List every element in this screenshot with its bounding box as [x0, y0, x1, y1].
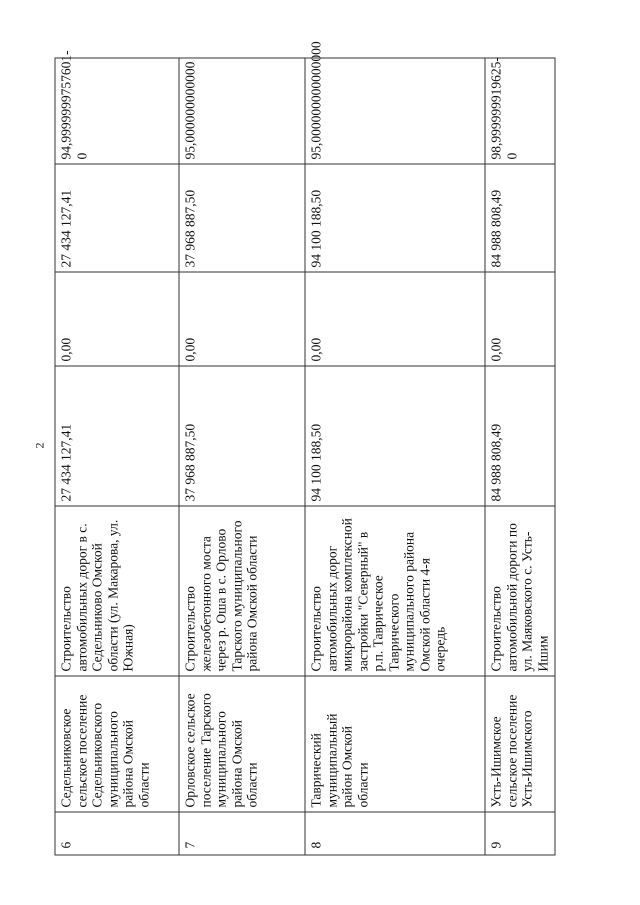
subsidy-amount: 94 100 188,50 [305, 164, 485, 272]
row-number: 9 [485, 812, 555, 855]
object-description: Строительство автомобильных дорог в с. Седельниково Омской области (ул. Макарова, ул. Южная) [55, 506, 179, 676]
zero-amount: 0,00 [55, 272, 179, 366]
municipal-entity: Таврический муниципальный район Омской области [305, 676, 485, 812]
zero-amount: 0,00 [485, 272, 555, 366]
table-row [485, 58, 555, 855]
rotated-table-container [54, 40, 554, 855]
subsidy-amount: 84 988 808,49 [485, 164, 555, 272]
row-number: 8 [305, 812, 485, 855]
municipal-entity: Седельниковское сельское поселение Седельниковского муниципального района Омской области [55, 676, 179, 812]
object-description: Строительство железобетонного моста через р. Оша в с. Орлово Тарского муниципального района Омской области [179, 506, 305, 676]
total-amount: 94 100 188,50 [305, 366, 485, 506]
percent-value: 98,9999999196250 [485, 58, 555, 164]
table-frame [54, 40, 554, 855]
subsidy-amount: 27 434 127,41 [55, 164, 179, 272]
percent-value: 95,000000000000 [179, 58, 305, 164]
total-amount: 37 968 887,50 [179, 366, 305, 506]
table-row [305, 58, 485, 855]
table-row [55, 58, 179, 855]
zero-amount: 0,00 [179, 272, 305, 366]
row-number: 6 [55, 812, 179, 855]
zero-amount: 0,00 [305, 272, 485, 366]
municipal-entity: Усть-Ишимское сельское поселение Усть-Ишимского [485, 676, 555, 812]
subsidy-amount: 37 968 887,50 [179, 164, 305, 272]
funding-table [54, 40, 555, 855]
object-description: Строительство автомобильной дороги по ул. Маяковского с. Усть-Ишим [485, 506, 555, 676]
object-description: Строительство автомобильных дорог микрорайона комплексной застройки "Северный" в р.п. Таврическое Таврического муниципального района Омской области 4-я очередь [305, 506, 485, 676]
percent-value: 95,000000000000000 [305, 58, 485, 164]
row-number: 7 [179, 812, 305, 855]
percent-value: 94,99999997576010 [55, 58, 179, 164]
page-number: 2 [32, 442, 47, 449]
table-row [179, 58, 305, 855]
total-amount: 27 434 127,41 [55, 366, 179, 506]
municipal-entity: Орловское сельское поселение Тарского муниципального района Омской области [179, 676, 305, 812]
total-amount: 84 988 808,49 [485, 366, 555, 506]
